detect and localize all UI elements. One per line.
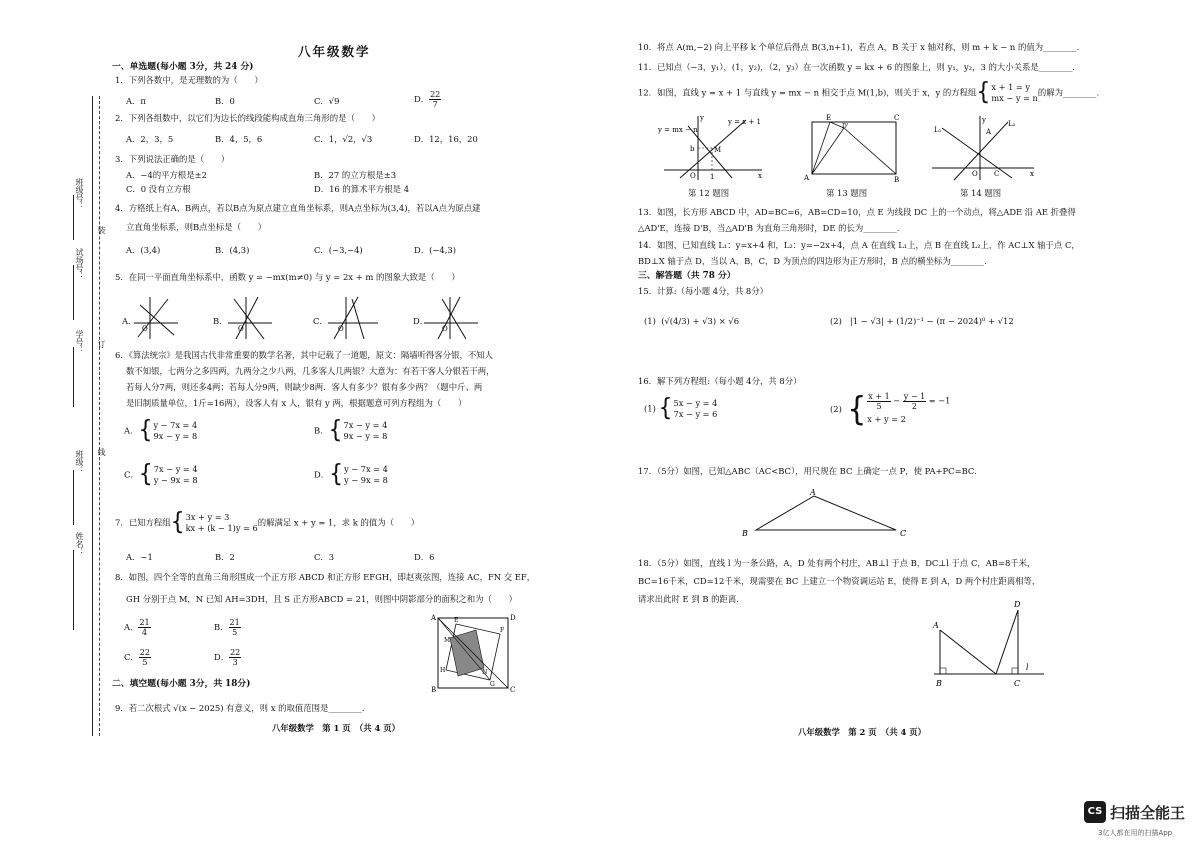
q8-fig-label-m: M bbox=[444, 637, 451, 644]
q6-line3: 若每人分7两，则还多4两；若每人分9两，则缺少8两．客人有多少？银有多少两？（题中斤、两 bbox=[126, 382, 483, 392]
q15-part1: (1) (√(4/3) + √3) × √6 bbox=[644, 316, 740, 326]
q18-line3: 请求出此时 E 到 B 的距离. bbox=[638, 594, 739, 604]
q4-line2: 立直角坐标系，则B点坐标是（ ） bbox=[126, 222, 267, 232]
margin-blank bbox=[73, 265, 75, 320]
q7-option-b: B．2 bbox=[215, 552, 235, 562]
fig14-label-c: C bbox=[994, 170, 1000, 178]
q8-fig-label-b: B bbox=[431, 686, 437, 694]
binding-dash-line bbox=[99, 96, 100, 736]
fig14-caption: 第 14 题图 bbox=[960, 188, 1002, 198]
q14-line1: 14．如图，已知直线 L₁：y=x+4 和，L₂：y=−2x+4，点 A 在直线 L₁上，点 B 在直线 L₂上，作 AC⊥X 轴于点 C， bbox=[638, 240, 1080, 250]
q8-option-a: A． $\frac{21}{4}$ bbox=[124, 618, 150, 637]
q17-label-a: A bbox=[810, 488, 816, 497]
q8-fig-label-n: N bbox=[482, 669, 488, 676]
right-page bbox=[600, 0, 1200, 848]
q2-option-d: D．12，16，20 bbox=[414, 134, 478, 144]
q18-road-figure bbox=[928, 596, 1048, 692]
q8-fig-label-g: G bbox=[490, 681, 495, 688]
q7-option-a: A．−1 bbox=[126, 552, 153, 562]
margin-field-class: 班级： bbox=[75, 450, 84, 474]
q8-line2: GH 分别于点 M，N 已知 AH=3DH，且 S 正方形ABCD = 21，则图中阴影部分的面积之和为（ ） bbox=[126, 594, 518, 604]
svg-text:O: O bbox=[442, 325, 448, 333]
q1-option-b: B．0 bbox=[215, 96, 235, 106]
margin-blank bbox=[73, 550, 75, 630]
fig13-caption: 第 13 题图 bbox=[826, 188, 868, 198]
q8-option-c: C． $\frac{22}{5}$ bbox=[124, 648, 150, 667]
section-fill-blank: 二、填空题(每小题 3分，共 18分) bbox=[112, 679, 251, 689]
q5-graph-d bbox=[420, 295, 480, 341]
margin-field-student-no: 学号： bbox=[75, 330, 84, 354]
fig12-label-x: x bbox=[758, 172, 762, 180]
q4-option-a: A．(3,4) bbox=[126, 245, 161, 255]
fig12-label-m: M bbox=[714, 146, 722, 154]
q8-option-d: D． $\frac{22}{3}$ bbox=[214, 648, 241, 667]
fig13-label-dprime: D' bbox=[842, 123, 849, 130]
q13-line1: 13．如图，长方形 ABCD 中，AD=BC=6，AB=CD=10，点 E 为线段 DC 上的一个动点，将△ADE 沿 AE 折叠得 bbox=[638, 207, 1076, 217]
fig13-label-a: A bbox=[804, 174, 810, 182]
q14-line2: BD⊥X 轴于点 D，当以 A，B，C，D 为顶点的四边形为正方形时，B 点的横坐标为________. bbox=[638, 256, 987, 266]
fig13-rectangle bbox=[800, 112, 906, 182]
q3-option-d: D．16 的算术平方根是 4 bbox=[314, 184, 410, 194]
q5-graph-b bbox=[224, 295, 274, 341]
q3-option-b: B．27 的立方根是±3 bbox=[314, 170, 397, 180]
q2-stem: 2．下列各组数中，以它们为边长的线段能构成直角三角形的是（ ） bbox=[115, 113, 380, 123]
q15-expression-2: |1 − √3| + (1/2)⁻¹ − (π − 2024)⁰ + √12 bbox=[849, 316, 1014, 326]
margin-blank bbox=[73, 195, 75, 240]
q3-option-a: A．−4的平方根是±2 bbox=[126, 170, 207, 180]
margin-mark-ding: 订 bbox=[97, 340, 106, 348]
margin-blank bbox=[73, 347, 75, 407]
q18-label-l: l bbox=[1026, 663, 1029, 672]
q16-part1: (1) { 5x − y = 4 7x − y = 6 bbox=[644, 394, 718, 423]
q7-option-c: C．3 bbox=[314, 552, 335, 562]
q6-option-a: A． { y − 7x = 4 9x − y = 8 bbox=[124, 416, 198, 445]
q5-graph-c bbox=[324, 295, 380, 341]
margin-field-class-no: 班级号： bbox=[75, 178, 84, 210]
q17-label-c: C bbox=[900, 529, 907, 538]
q8-fig-label-f: F bbox=[500, 627, 505, 634]
q8-fig-label-h: H bbox=[440, 667, 446, 674]
q18-label-a: A bbox=[933, 621, 939, 630]
footer-page-2: 八年级数学 第 2 页 （共 4 页） bbox=[798, 727, 926, 737]
q1-stem: 1．下列各数中，是无理数的为（ ） bbox=[115, 75, 263, 85]
q11-stem: 11．已知点（−3，y₁），(1，y₂)，（2，y₃）在一次函数 y = kx + 6 的图象上，则 y₁，y₂，3 的大小关系是________. bbox=[638, 62, 1075, 72]
svg-text:O: O bbox=[142, 325, 148, 333]
q5-stem: 5．在同一平面直角坐标系中，函数 y = −mx(m≠0) 与 y = 2x + m 的图象大致是（ ） bbox=[115, 272, 460, 282]
q2-option-b: B．4，5，6 bbox=[215, 134, 263, 144]
q1-option-a: A．π bbox=[126, 96, 146, 106]
q18-label-c: C bbox=[1014, 679, 1021, 688]
fig14-label-l1: L₁ bbox=[934, 126, 942, 134]
fig14-label-x: x bbox=[1030, 170, 1034, 178]
fig12-label-line1: y = x + 1 bbox=[728, 118, 761, 126]
q8-option-b: B． $\frac{21}{5}$ bbox=[214, 618, 240, 637]
q6-option-c: C． { 7x − y = 4 y − 9x = 8 bbox=[124, 460, 198, 489]
q2-option-a: A．2，3，5 bbox=[126, 134, 174, 144]
fig12-label-1: 1 bbox=[710, 173, 715, 181]
q8-fig-label-c: C bbox=[510, 686, 516, 694]
camscanner-logo-icon: CS bbox=[1084, 801, 1106, 823]
q4-option-b: B．(4,3) bbox=[215, 245, 250, 255]
q16-part2: (2) { $\frac{x + 1}{5}$ − $\frac{y - 1}{2}$ = −1 x + y = 2 bbox=[830, 389, 951, 429]
q15-part2: (2) |1 − √3| + (1/2)⁻¹ − (π − 2024)⁰ + √12 bbox=[830, 316, 1014, 326]
fig14-label-l2: L₂ bbox=[1008, 120, 1016, 128]
q6-option-d: D． { y − 7x = 4 y − 9x = 8 bbox=[314, 460, 388, 489]
margin-field-room-no: 试场号： bbox=[75, 248, 84, 280]
q6-line1: 6．《算法统宗》是我国古代非常重要的数学名著，其中记载了一道题，原文：隔墙听得客分银，不知人 bbox=[115, 350, 494, 360]
q5-option-b: B． bbox=[213, 316, 228, 326]
q7-stem: 7．已知方程组 { 3x + y = 3 kx + (k − 1)y = 6 的解满足 x + y = 1，求 k 的值为（ ） bbox=[115, 508, 420, 537]
q13-line2: △AD'E，连接 D'B，当△AD'B 为直角三角形时，DE 的长为________. bbox=[638, 223, 900, 233]
camscanner-slogan: 3亿人都在用的扫描App bbox=[1098, 829, 1173, 837]
fig13-label-e: E bbox=[826, 114, 832, 122]
q6-line4: 是旧制质量单位，1斤=16两），设客人有 x 人，银有 y 两，根据题意可列方程组为（ ） bbox=[126, 398, 467, 408]
q3-stem: 3．下列说法正确的是（ ） bbox=[115, 154, 230, 164]
q18-label-d: D bbox=[1014, 600, 1021, 609]
fig12-label-y: y bbox=[700, 114, 704, 122]
fig12-label-line2: y = mx − n bbox=[658, 126, 698, 134]
q1-option-d: D． $\frac{22}{7}$ bbox=[414, 90, 441, 109]
q5-option-d: D． bbox=[413, 316, 429, 326]
q17-label-b: B bbox=[742, 529, 748, 538]
q5-option-c: C． bbox=[313, 316, 328, 326]
fig14-label-y: y bbox=[982, 116, 986, 124]
footer-page-1: 八年级数学 第 1 页 （共 4 页） bbox=[272, 723, 400, 733]
page-title: 八年级数学 bbox=[298, 44, 371, 59]
q10-stem: 10．将点 A(m,−2) 向上平移 k 个单位后得点 B(3,n+1)，若点 A，B 关于 x 轴对称，则 m + k − n 的值为________. bbox=[638, 42, 1080, 52]
margin-blank bbox=[73, 470, 75, 525]
camscanner-name: 扫描全能王 bbox=[1110, 804, 1186, 822]
q8-fig-label-e: E bbox=[454, 617, 459, 624]
q12-stem: 12．如图，直线 y = x + 1 与直线 y = mx − n 相交于点 M(1,b)，则关于 x，y 的方程组 { x + 1 = y mx − y = n 的解为________. bbox=[638, 78, 1100, 107]
q8-fig-label-d: D bbox=[510, 614, 516, 622]
q2-option-c: C．1，√2，√3 bbox=[314, 134, 373, 144]
section-answers: 三、解答题（共 78 分） bbox=[638, 271, 736, 281]
q4-line1: 4．方格纸上有A、B两点，若以B点为原点建立直角坐标系，则A点坐标为(3,4)，若以A点为原点建 bbox=[115, 203, 481, 213]
q8-fig-label-a: A bbox=[431, 614, 437, 622]
q6-line2: 数不知银，七两分之多四两，九两分之少八两，几多客人几两银？大意为：有若干客人分银若干两， bbox=[126, 366, 495, 376]
fig13-label-b: B bbox=[894, 176, 900, 182]
q4-option-d: D．(−4,3) bbox=[414, 245, 456, 255]
fig13-label-c: C bbox=[894, 114, 900, 122]
svg-text:O: O bbox=[338, 325, 344, 333]
q8-line1: 8．如图，四个全等的直角三角形围成一个正方形 ABCD 和正方形 EFGH，即赵爽弦图，连接 AC，FN 交 EF， bbox=[115, 572, 536, 582]
q17-stem: 17．（5分）如图，已知△ABC（AC<BC），用尺规在 BC 上确定一点 P，使 PA+PC=BC. bbox=[638, 466, 977, 476]
q5-option-a: A． bbox=[122, 316, 137, 326]
section-single-choice: 一、单选题(每小题 3分，共 24 分) bbox=[112, 62, 254, 72]
fig14-label-a: A bbox=[986, 128, 992, 136]
q7-option-d: D．6 bbox=[414, 552, 435, 562]
fig14-lines-graph bbox=[928, 112, 1038, 182]
q5-graph-a bbox=[130, 295, 180, 341]
q18-line1: 18．（5分）如图，直线 l 为一条公路，A，D 处有两个村庄，AB⊥l 于点 B，DC⊥l 于点 C，AB=8千米， bbox=[638, 558, 1036, 568]
q4-option-c: C．(−3,−4) bbox=[314, 245, 363, 255]
q15-stem: 15．计算:（每小题 4分，共 8分） bbox=[638, 286, 768, 296]
svg-text:O: O bbox=[238, 325, 244, 333]
fig12-caption: 第 12 题图 bbox=[688, 188, 730, 198]
q16-stem: 16．解下列方程组:（每小题 4分，共 8分） bbox=[638, 376, 802, 386]
fig12-label-o: O bbox=[690, 172, 696, 180]
fig14-label-o: O bbox=[972, 170, 978, 178]
fig12-lines-graph bbox=[658, 112, 768, 182]
q18-label-b: B bbox=[936, 679, 942, 688]
q18-line2: BC=16千米，CD=12千米，现需要在 BC 上建立一个物资调运站 E，使得 E 到 A，D 两个村庄距离相等， bbox=[638, 576, 1041, 586]
q1-option-c: C．√9 bbox=[314, 96, 340, 106]
fig12-label-b: b bbox=[690, 145, 695, 153]
binding-line bbox=[92, 96, 93, 736]
q9-stem: 9．若二次根式 √(x − 2025) 有意义，则 x 的取值范围是________. bbox=[115, 703, 365, 713]
q6-option-b: B． { 7x − y = 4 9x − y = 8 bbox=[314, 416, 388, 445]
q15-expression-1: (√(4/3) + √3) × √6 bbox=[661, 316, 740, 326]
margin-field-name: 姓名： bbox=[75, 532, 84, 556]
margin-mark-zhuang: 装 bbox=[97, 226, 106, 234]
q17-triangle bbox=[736, 486, 916, 542]
q3-option-c: C．0 没有立方根 bbox=[126, 184, 191, 194]
margin-mark-xian: 线 bbox=[97, 448, 106, 456]
q8-figure-zhao-shuang bbox=[428, 610, 518, 694]
